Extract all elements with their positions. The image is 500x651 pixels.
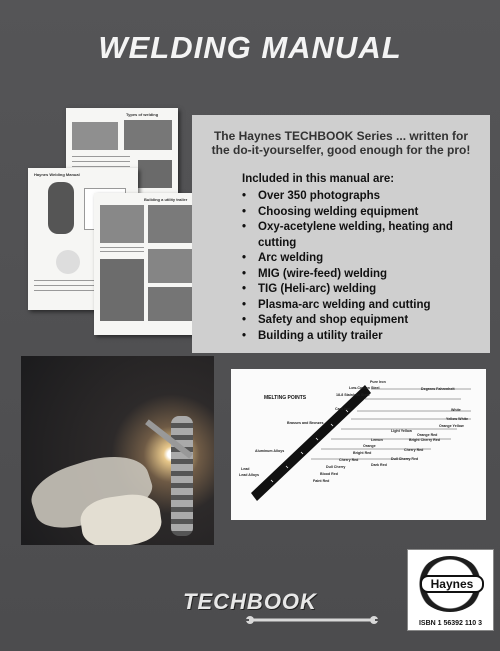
info-panel xyxy=(192,115,490,353)
series-tagline: The Haynes TECHBOOK Series ... written for the do-it-yourselfer, good enough for the pro! xyxy=(211,129,471,157)
diagram-label: Pure Iron xyxy=(370,380,386,384)
diagram-label: Degrees Fahrenheit xyxy=(421,387,455,391)
wrench-icon xyxy=(244,616,380,624)
diagram-label: Orange Yellow xyxy=(439,424,464,428)
list-item: • Over 350 photographs xyxy=(242,189,490,205)
thumbnail-page-3 xyxy=(94,193,204,335)
diagram-label: Cast Iron xyxy=(335,407,351,411)
diagram-label: Cherry Red xyxy=(339,458,359,462)
diagram-label: Lemon xyxy=(371,438,383,442)
diagram-label: Dark Red xyxy=(371,463,387,467)
diagram-label: Bright Cherry Red xyxy=(409,438,440,442)
list-item: • Oxy-acetylene welding, heating and cutting xyxy=(242,220,490,251)
list-item: • TIG (Heli-arc) welding xyxy=(242,282,490,298)
thermometer-bar xyxy=(231,369,486,520)
list-item: • Plasma-arc welding and cutting xyxy=(242,298,490,314)
diagram-label: 18-8 Stainless Steel xyxy=(336,393,370,397)
list-item: • Arc welding xyxy=(242,251,490,267)
diagram-label: Blood Red xyxy=(320,472,338,476)
diagram-label: White xyxy=(451,408,461,412)
diagram-label: Cherry Red xyxy=(404,448,424,452)
thumbnail-heading: Haynes Welding Manual xyxy=(34,172,80,177)
diagram-label: Brasses and Bronzes xyxy=(287,421,324,425)
included-heading: Included in this manual are: xyxy=(242,173,395,185)
diagram-heading: MELTING POINTS xyxy=(264,395,307,401)
diagram-label: Aluminum Alloys xyxy=(255,449,285,453)
list-item: • MIG (wire-feed) welding xyxy=(242,267,490,283)
list-item: • Building a utility trailer xyxy=(242,329,490,345)
welding-photo xyxy=(21,356,214,545)
techbook-logo: TECHBOOK xyxy=(183,589,317,614)
diagram-label: Orange xyxy=(363,444,376,448)
melting-points-diagram xyxy=(231,369,486,520)
diagram-label: Light Yellow xyxy=(391,429,412,433)
thumbnail-heading: Building a utility trailer xyxy=(144,197,188,202)
diagram-label: Bright Red xyxy=(353,451,372,455)
diagram-label: Yellow White xyxy=(446,417,468,421)
thumbnail-heading: Types of welding xyxy=(126,112,159,117)
list-item: • Choosing welding equipment xyxy=(242,205,490,221)
page-title: WELDING MANUAL xyxy=(98,30,402,65)
diagram-label: Lead Alloys xyxy=(239,473,260,477)
feature-list xyxy=(242,189,490,344)
diagram-label: Lead xyxy=(241,467,250,471)
diagram-label: Orange Red xyxy=(417,433,438,437)
diagram-label: Faint Red xyxy=(313,479,330,483)
publisher-name: Haynes xyxy=(420,575,484,593)
diagram-label: Dull Cherry xyxy=(326,465,346,469)
diagram-label: Low-Carbon Steel xyxy=(349,386,380,390)
diagram-label: Dull Cherry Red xyxy=(391,457,419,461)
isbn-number: ISBN 1 56392 110 3 xyxy=(418,620,483,627)
list-item: • Safety and shop equipment xyxy=(242,313,490,329)
